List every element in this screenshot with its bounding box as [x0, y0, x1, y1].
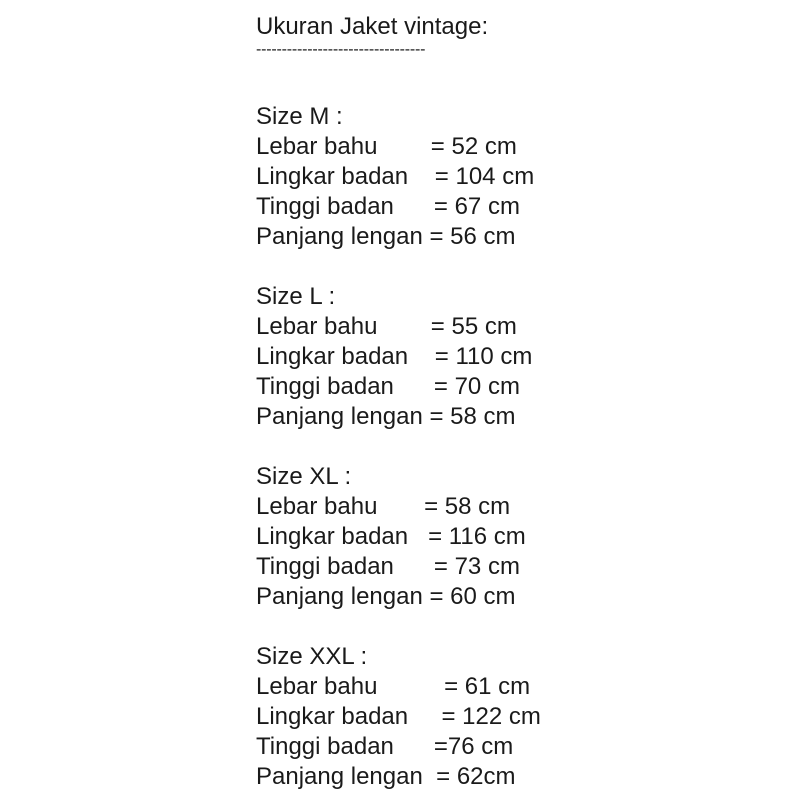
size-section-xl — [256, 462, 776, 612]
row-panjang-lengan: Panjang lengan = 62cm — [256, 763, 516, 790]
row-panjang-lengan: Panjang lengan = 58 cm — [256, 403, 516, 430]
row-tinggi-badan: Tinggi badan = 67 cm — [256, 193, 520, 220]
title-divider: --------------------------------- — [256, 42, 426, 58]
size-chart-document — [256, 12, 776, 790]
size-section-l — [256, 282, 776, 432]
row-tinggi-badan: Tinggi badan = 70 cm — [256, 373, 520, 400]
row-lebar-bahu: Lebar bahu = 58 cm — [256, 493, 511, 520]
section-heading: Size XXL : — [256, 643, 368, 670]
row-lebar-bahu: Lebar bahu = 52 cm — [256, 133, 517, 160]
row-lebar-bahu: Lebar bahu = 61 cm — [256, 673, 531, 700]
row-lingkar-badan: Lingkar badan = 104 cm — [256, 163, 535, 190]
row-tinggi-badan: Tinggi badan =76 cm — [256, 733, 514, 760]
row-lingkar-badan: Lingkar badan = 116 cm — [256, 523, 526, 550]
row-lingkar-badan: Lingkar badan = 110 cm — [256, 343, 533, 370]
section-heading: Size L : — [256, 283, 336, 310]
row-panjang-lengan: Panjang lengan = 60 cm — [256, 583, 516, 610]
row-tinggi-badan: Tinggi badan = 73 cm — [256, 553, 520, 580]
section-heading: Size M : — [256, 103, 343, 130]
row-lebar-bahu: Lebar bahu = 55 cm — [256, 313, 517, 340]
row-lingkar-badan: Lingkar badan = 122 cm — [256, 703, 541, 730]
row-panjang-lengan: Panjang lengan = 56 cm — [256, 223, 516, 250]
document-title: Ukuran Jaket vintage: — [256, 13, 489, 40]
size-section-m — [256, 102, 776, 252]
section-heading: Size XL : — [256, 463, 352, 490]
size-section-xxl — [256, 642, 776, 792]
